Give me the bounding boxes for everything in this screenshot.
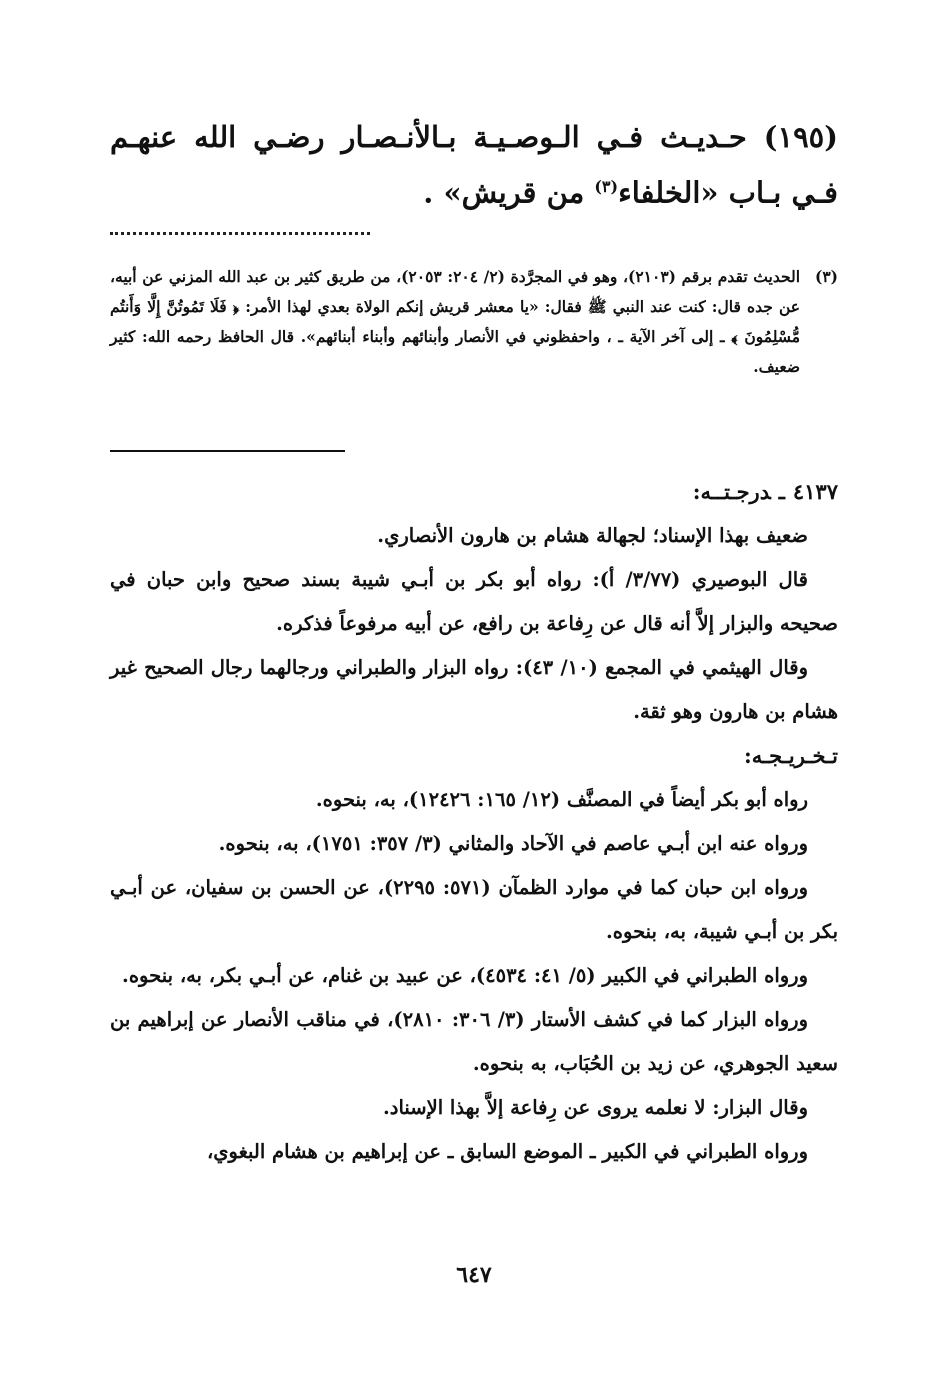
takhrij-paragraph-7: ورواه الطبراني في الكبير ـ الموضع السابق ـ عن إبراهيم بن هشام البغوي، bbox=[206, 1140, 808, 1163]
footnote-text: الحديث تقدم برقم (٢١٠٣)، وهو في المجرَّدة (٢/ ٢٠٤: ٢٠٥٣)، من طريق كثير بن عبد الله المزني عن أبيه، عن جده قال: كنت عند النبي ﷺ فقال: «يا معشر قريش إنكم الولاة بعدي لهذا الأمر: ﴿ فَلَا تَمُوتُنَّ إِلَّا وَأَنتُم مُّسْلِمُونَ ﴾ ـ إلى آخر الآية ـ ، واحفظوني في الأنصار وأبنائهم وأبناء أبنائهم». قال الحافظ رحمه الله: كثير ضعيف. bbox=[110, 267, 800, 376]
footnote-number: (٣) bbox=[814, 267, 838, 286]
main-text bbox=[110, 470, 838, 1174]
takhrij-paragraph-6: وقال البزار: لا نعلمه يروى عن رِفاعة إلاَّ بهذا الإسناد. bbox=[382, 1096, 808, 1119]
entry-heading bbox=[110, 470, 838, 514]
hadith-title bbox=[110, 112, 838, 218]
takhrij-heading: تـخـريـجـه: bbox=[743, 743, 838, 768]
takhrij-paragraph-5: ورواه البزار كما في كشف الأستار (٣/ ٣٠٦: ٢٨١٠)، في مناقب الأنصار عن إبراهيم بن سعيد الجوهري، عن زيد بن الحُبَاب، به بنحوه. bbox=[110, 1008, 838, 1075]
entry-number: ٤١٣٧ bbox=[792, 479, 838, 504]
grade-paragraph-3: وقال الهيثمي في المجمع (١٠/ ٤٣): رواه البزار والطبراني ورجالهما رجال الصحيح غير هشام بن هارون وهو ثقة. bbox=[110, 656, 838, 723]
grade-paragraph-1: ضعيف بهذا الإسناد؛ لجهالة هشام بن هارون الأنصاري. bbox=[377, 524, 808, 547]
takhrij-paragraph-2: ورواه عنه ابن أبـي عاصم في الآحاد والمثاني (٣/ ٣٥٧: ١٧٥١)، به، بنحوه. bbox=[218, 832, 808, 855]
footnote bbox=[110, 262, 838, 382]
hadith-title-text: حـديـث فـي الـوصـيـة بـالأنـصـار رضـي الله عنهـم فـي بـاب «الخلفاء bbox=[110, 120, 838, 210]
section-divider bbox=[110, 450, 345, 452]
hadith-title-text-end: من قريش» . bbox=[423, 175, 595, 210]
takhrij-paragraph-3: ورواه ابن حبان كما في موارد الظمآن (٥٧١: ٢٢٩٥)، عن الحسن بن سفيان، عن أبـي بكر بن أبـي شيبة، به، بنحوه. bbox=[110, 876, 838, 943]
footnote-separator bbox=[110, 232, 370, 235]
takhrij-paragraph-1: رواه أبو بكر أيضاً في المصنَّف (١٢/ ١٦٥: ١٢٤٢٦)، به، بنحوه. bbox=[315, 788, 808, 811]
takhrij-paragraph-4: ورواه الطبراني في الكبير (٥/ ٤١: ٤٥٣٤)، عن عبيد بن غنام، عن أبـي بكر، به، بنحوه. bbox=[122, 964, 808, 987]
entry-separator: ـ bbox=[778, 479, 785, 504]
entry-heading-label: درجـتــه: bbox=[692, 479, 771, 504]
hadith-title-number: (١٩٥) bbox=[763, 120, 838, 154]
page-number: ٦٤٧ bbox=[456, 1262, 492, 1288]
grade-paragraph-2: قال البوصيري (٣/٧٧/ أ): رواه أبو بكر بن أبـي شيبة بسند صحيح وابن حبان في صحيحه والبزار إلاَّ أنه قال عن رِفاعة بن رافع، عن أبيه مرفوعاً فذكره. bbox=[110, 568, 838, 635]
footnote-marker: (٣) bbox=[594, 177, 619, 196]
